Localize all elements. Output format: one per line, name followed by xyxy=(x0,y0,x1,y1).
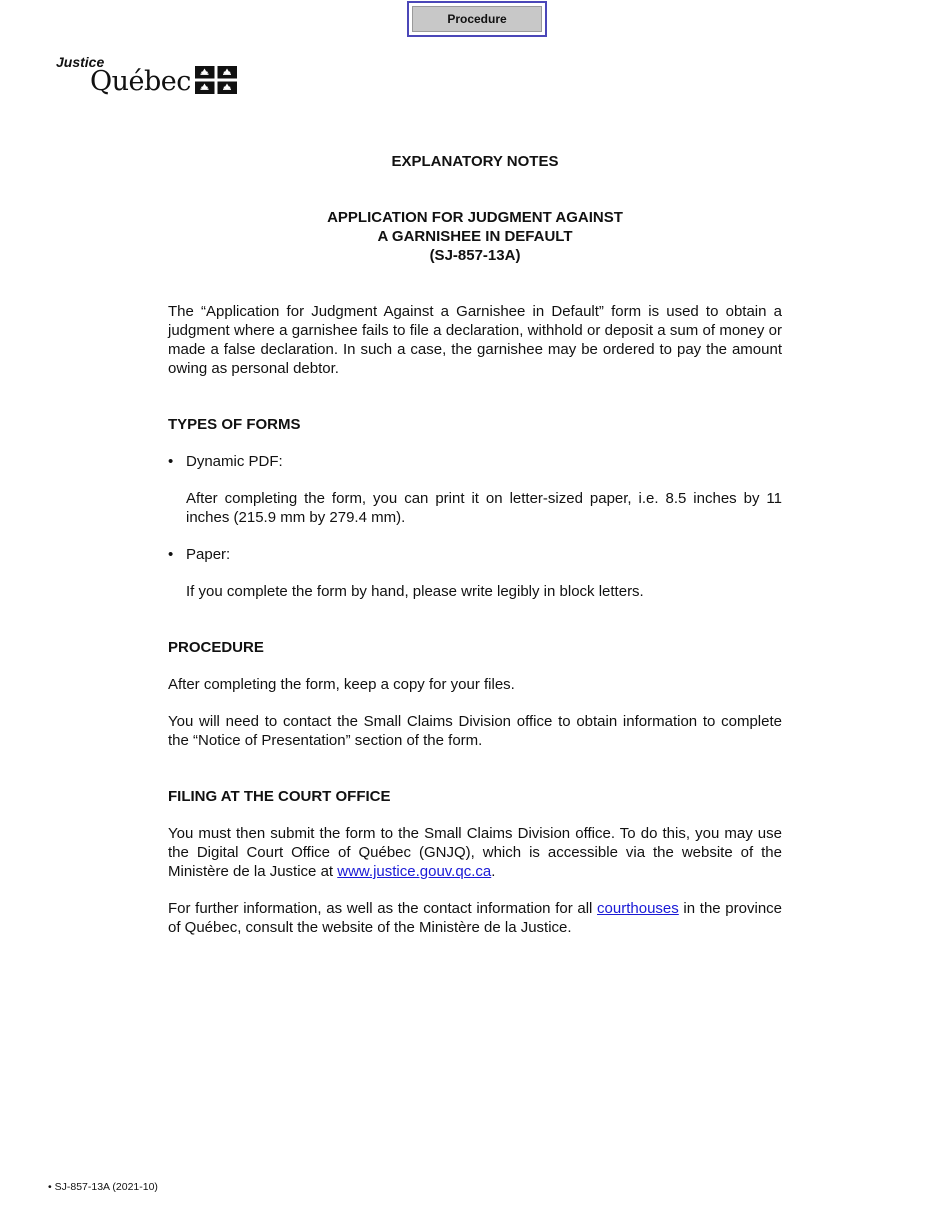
courthouses-link[interactable]: courthouses xyxy=(597,900,679,917)
filing-heading: FILING AT THE COURT OFFICE xyxy=(168,788,391,805)
justice-quebec-logo xyxy=(55,54,245,102)
notes-title: EXPLANATORY NOTES xyxy=(391,153,559,170)
logo-quebec-text: Québec xyxy=(90,66,191,97)
paper-label: Paper: xyxy=(186,546,231,563)
form-title-line-2: A GARNISHEE IN DEFAULT xyxy=(377,228,573,245)
form-code-footer xyxy=(48,1181,158,1193)
filing-text-2-end: in the province of Québec, consult the website of the Ministère de la Justice. xyxy=(168,900,782,936)
procedure-heading: PROCEDURE xyxy=(168,639,264,656)
quebec-flag-icon xyxy=(195,66,237,94)
form-title-line-1: APPLICATION FOR JUDGMENT AGAINST xyxy=(327,209,623,226)
procedure-paragraph-2: You will need to contact the Small Claims Division office to obtain information to complete the “Notice of Presentation” section of the form. xyxy=(168,713,782,749)
footer-code: SJ-857-13A (2021-10) xyxy=(54,1181,158,1193)
footer-bullet: • xyxy=(48,1181,52,1193)
paper-text: If you complete the form by hand, please write legibly in block letters. xyxy=(186,583,644,600)
procedure-button[interactable] xyxy=(407,1,547,37)
filing-paragraph-2 xyxy=(168,899,782,937)
filing-text-1: You must then submit the form to the Small Claims Division office. To do this, you may use the Digital Court Office of Québec (GNJQ), which is accessible via the website of the Ministère de la Justice at xyxy=(168,825,782,880)
justice-website-link[interactable]: www.justice.gouv.qc.ca xyxy=(337,863,492,880)
procedure-paragraph-1: After completing the form, keep a copy for your files. xyxy=(168,676,515,693)
intro-paragraph: The “Application for Judgment Against a Garnishee in Default” form is used to obtain a judgment where a garnishee fails to file a declaration, withhold or deposit a sum of money or made a false declaration. In such a case, the garnishee may be ordered to pay the amount owing as personal debtor. xyxy=(168,303,782,377)
types-of-forms-heading: TYPES OF FORMS xyxy=(168,416,301,433)
filing-paragraph-1 xyxy=(168,824,782,881)
list-item-dynamic-pdf xyxy=(168,452,782,471)
bullet-icon: • xyxy=(168,453,174,470)
explanatory-notes xyxy=(168,152,782,937)
procedure-button-label[interactable]: Procedure xyxy=(412,6,542,32)
filing-text-1-end: . xyxy=(491,863,496,880)
form-title-line-3: (SJ-857-13A) xyxy=(429,247,521,264)
logo-justice-text: Justice xyxy=(56,54,105,70)
list-item-paper xyxy=(168,545,782,564)
form-title xyxy=(168,208,782,265)
dynamic-pdf-text: After completing the form, you can print it on letter-sized paper, i.e. 8.5 inches by 11 inches (215.9 mm by 279.4 mm). xyxy=(186,490,782,526)
bullet-icon: • xyxy=(168,546,174,563)
filing-text-2: For further information, as well as the contact information for all xyxy=(168,900,598,917)
dynamic-pdf-label: Dynamic PDF: xyxy=(186,453,283,470)
